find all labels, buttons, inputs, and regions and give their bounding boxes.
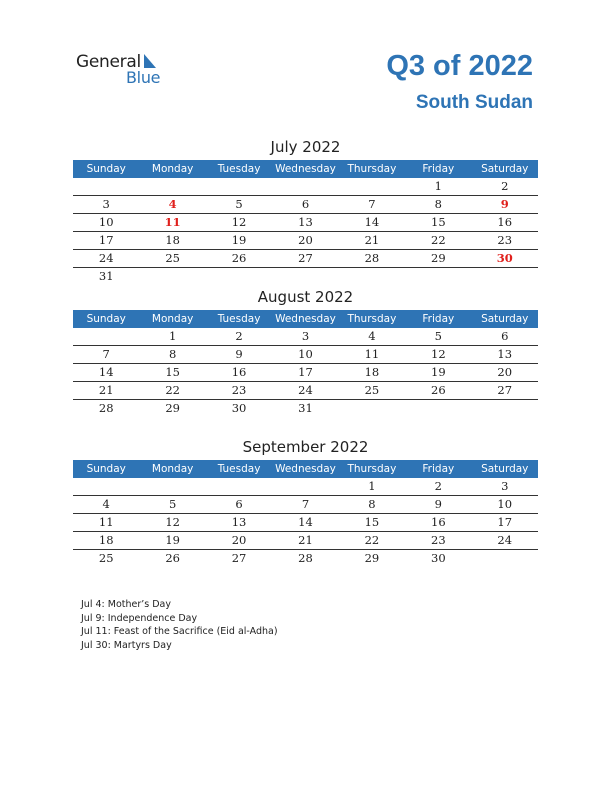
logo	[76, 52, 176, 88]
week-row	[73, 400, 538, 417]
day-cell	[272, 268, 338, 285]
week-row	[73, 550, 538, 567]
day-cell: 1	[434, 179, 442, 193]
day-cell	[405, 400, 471, 417]
day-cell: 6	[501, 329, 509, 343]
day-cell: 22	[364, 533, 380, 547]
day-cell: 20	[231, 533, 247, 547]
day-cell: 23	[497, 233, 513, 247]
day-cell: 21	[298, 533, 313, 547]
holiday-note: Jul 30: Martyrs Day	[81, 639, 172, 651]
weekday-label: Saturday	[481, 163, 529, 175]
day-cell: 12	[165, 515, 180, 529]
day-cell	[139, 478, 205, 495]
weekday-label: Friday	[422, 463, 455, 475]
day-cell	[339, 178, 405, 195]
day-cell: 17	[497, 515, 513, 529]
logo-general-text: General	[76, 52, 141, 72]
day-cell	[472, 550, 538, 567]
day-cell: 12	[231, 215, 247, 229]
day-cell: 20	[497, 365, 513, 379]
day-cell: 11	[364, 347, 380, 361]
day-cell: 1	[368, 479, 376, 493]
weekday-label: Sunday	[86, 163, 126, 175]
day-cell: 21	[364, 233, 380, 247]
month-grid	[73, 478, 538, 567]
day-cell: 16	[231, 365, 247, 379]
day-cell: 13	[231, 515, 247, 529]
day-cell: 27	[298, 251, 313, 265]
week-row	[73, 178, 538, 196]
day-cell: 9	[235, 347, 243, 361]
day-cell: 19	[231, 233, 247, 247]
day-cell: 16	[497, 215, 513, 229]
day-cell: 29	[431, 251, 446, 265]
day-cell: 6	[301, 197, 310, 211]
country-name: South Sudan	[415, 92, 533, 113]
week-row	[73, 250, 538, 268]
day-cell: 6	[235, 497, 243, 511]
weekday-label: Tuesday	[217, 313, 261, 325]
day-cell: 8	[168, 347, 177, 361]
day-cell	[272, 478, 338, 495]
day-cell: 27	[231, 551, 247, 565]
day-cell: 27	[497, 383, 513, 397]
month-july	[73, 138, 538, 285]
weekday-label: Wednesday	[275, 313, 336, 325]
day-cell: 25	[98, 551, 114, 565]
day-cell: 4	[102, 497, 110, 511]
weekday-label: Sunday	[86, 313, 126, 325]
day-cell: 3	[501, 479, 509, 493]
weekday-label: Wednesday	[275, 463, 336, 475]
weekday-label: Saturday	[481, 463, 529, 475]
month-title: September 2022	[242, 438, 369, 456]
day-cell: 7	[368, 197, 376, 211]
day-cell: 12	[431, 347, 446, 361]
day-cell: 19	[431, 365, 446, 379]
day-cell: 26	[431, 383, 446, 397]
day-cell: 10	[497, 497, 513, 511]
week-row	[73, 514, 538, 532]
holiday-notes	[81, 598, 278, 652]
day-cell: 26	[231, 251, 247, 265]
day-cell: 3	[301, 329, 310, 343]
weekday-header	[73, 160, 538, 178]
week-row	[73, 196, 538, 214]
holiday-note: Jul 11: Feast of the Sacrifice (Eid al-Adha)	[81, 626, 278, 637]
day-cell: 18	[364, 365, 380, 379]
day-cell: 21	[98, 383, 114, 397]
week-row	[73, 364, 538, 382]
day-cell: 8	[368, 497, 376, 511]
day-cell: 7	[301, 497, 310, 511]
day-cell: 30	[231, 401, 247, 415]
week-row	[73, 346, 538, 364]
day-cell: 22	[431, 233, 446, 247]
day-cell: 11	[98, 515, 114, 529]
day-cell: 19	[165, 533, 180, 547]
day-cell: 3	[102, 197, 110, 211]
day-cell: 28	[298, 551, 313, 565]
day-cell: 4	[168, 197, 177, 211]
day-cell: 10	[298, 347, 313, 361]
day-cell	[272, 178, 338, 195]
weekday-label: Monday	[151, 313, 194, 325]
day-cell: 23	[431, 533, 446, 547]
day-cell: 2	[235, 329, 243, 343]
month-grid	[73, 328, 538, 417]
day-cell: 28	[98, 401, 114, 415]
day-cell: 24	[98, 251, 114, 265]
day-cell: 5	[434, 329, 442, 343]
day-cell: 2	[501, 179, 509, 193]
day-cell: 25	[165, 251, 180, 265]
week-row	[73, 214, 538, 232]
day-cell	[139, 268, 205, 285]
day-cell	[339, 268, 405, 285]
weekday-label: Friday	[422, 313, 455, 325]
logo-blue-text: Blue	[126, 68, 161, 87]
week-row	[73, 532, 538, 550]
day-cell: 13	[298, 215, 313, 229]
day-cell: 23	[231, 383, 247, 397]
weekday-label: Monday	[151, 163, 194, 175]
day-cell	[73, 328, 139, 345]
day-cell: 18	[165, 233, 180, 247]
day-cell: 15	[364, 515, 380, 529]
week-row	[73, 496, 538, 514]
day-cell: 22	[165, 383, 180, 397]
month-august	[73, 288, 538, 417]
day-cell: 20	[298, 233, 313, 247]
day-cell	[139, 178, 205, 195]
day-cell: 8	[434, 197, 442, 211]
day-cell	[206, 268, 272, 285]
day-cell: 2	[434, 479, 442, 493]
weekday-header	[73, 310, 538, 328]
day-cell: 29	[165, 401, 180, 415]
logo-triangle-icon	[144, 54, 156, 68]
day-cell: 15	[431, 215, 446, 229]
weekday-header	[73, 460, 538, 478]
day-cell: 17	[298, 365, 313, 379]
weekday-label: Thursday	[347, 313, 397, 325]
week-row	[73, 232, 538, 250]
day-cell: 18	[98, 533, 114, 547]
day-cell: 14	[98, 365, 114, 379]
day-cell: 24	[298, 383, 313, 397]
day-cell: 29	[364, 551, 380, 565]
holiday-note: Jul 4: Mother’s Day	[81, 599, 171, 610]
day-cell: 28	[364, 251, 380, 265]
day-cell: 17	[98, 233, 114, 247]
weekday-label: Friday	[422, 163, 455, 175]
month-title: August 2022	[257, 288, 354, 306]
day-cell	[472, 268, 538, 285]
day-cell: 11	[164, 215, 181, 229]
week-row	[73, 382, 538, 400]
day-cell: 5	[168, 497, 177, 511]
day-cell	[405, 268, 471, 285]
day-cell: 30	[496, 251, 513, 265]
week-row	[73, 328, 538, 346]
day-cell: 1	[168, 329, 177, 343]
week-row	[73, 478, 538, 496]
holiday-note: Jul 9: Independence Day	[81, 612, 198, 624]
weekday-label: Monday	[151, 463, 194, 475]
day-cell: 4	[368, 329, 376, 343]
weekday-label: Thursday	[347, 163, 397, 175]
day-cell: 9	[500, 197, 509, 211]
weekday-label: Thursday	[347, 463, 397, 475]
day-cell	[73, 478, 139, 495]
day-cell: 9	[434, 497, 442, 511]
day-cell: 16	[431, 515, 446, 529]
weekday-label: Saturday	[481, 313, 529, 325]
day-cell: 26	[165, 551, 180, 565]
day-cell: 13	[497, 347, 513, 361]
day-cell: 31	[298, 401, 313, 415]
weekday-label: Tuesday	[217, 463, 261, 475]
day-cell: 7	[102, 347, 110, 361]
month-title: July 2022	[270, 138, 341, 156]
month-september	[73, 438, 538, 567]
weekday-label: Wednesday	[275, 163, 336, 175]
day-cell: 15	[165, 365, 180, 379]
day-cell	[472, 400, 538, 417]
day-cell: 24	[497, 533, 513, 547]
day-cell: 5	[235, 197, 243, 211]
day-cell: 10	[98, 215, 114, 229]
weekday-label: Sunday	[86, 463, 126, 475]
day-cell	[339, 400, 405, 417]
day-cell	[206, 478, 272, 495]
weekday-label: Tuesday	[217, 163, 261, 175]
page-title: Q3 of 2022	[386, 50, 533, 82]
day-cell: 14	[364, 215, 380, 229]
day-cell: 14	[298, 515, 313, 529]
day-cell	[73, 178, 139, 195]
day-cell	[206, 178, 272, 195]
day-cell: 25	[364, 383, 380, 397]
day-cell: 30	[431, 551, 446, 565]
week-row	[73, 268, 538, 285]
day-cell: 31	[98, 269, 114, 283]
month-grid	[73, 178, 538, 285]
